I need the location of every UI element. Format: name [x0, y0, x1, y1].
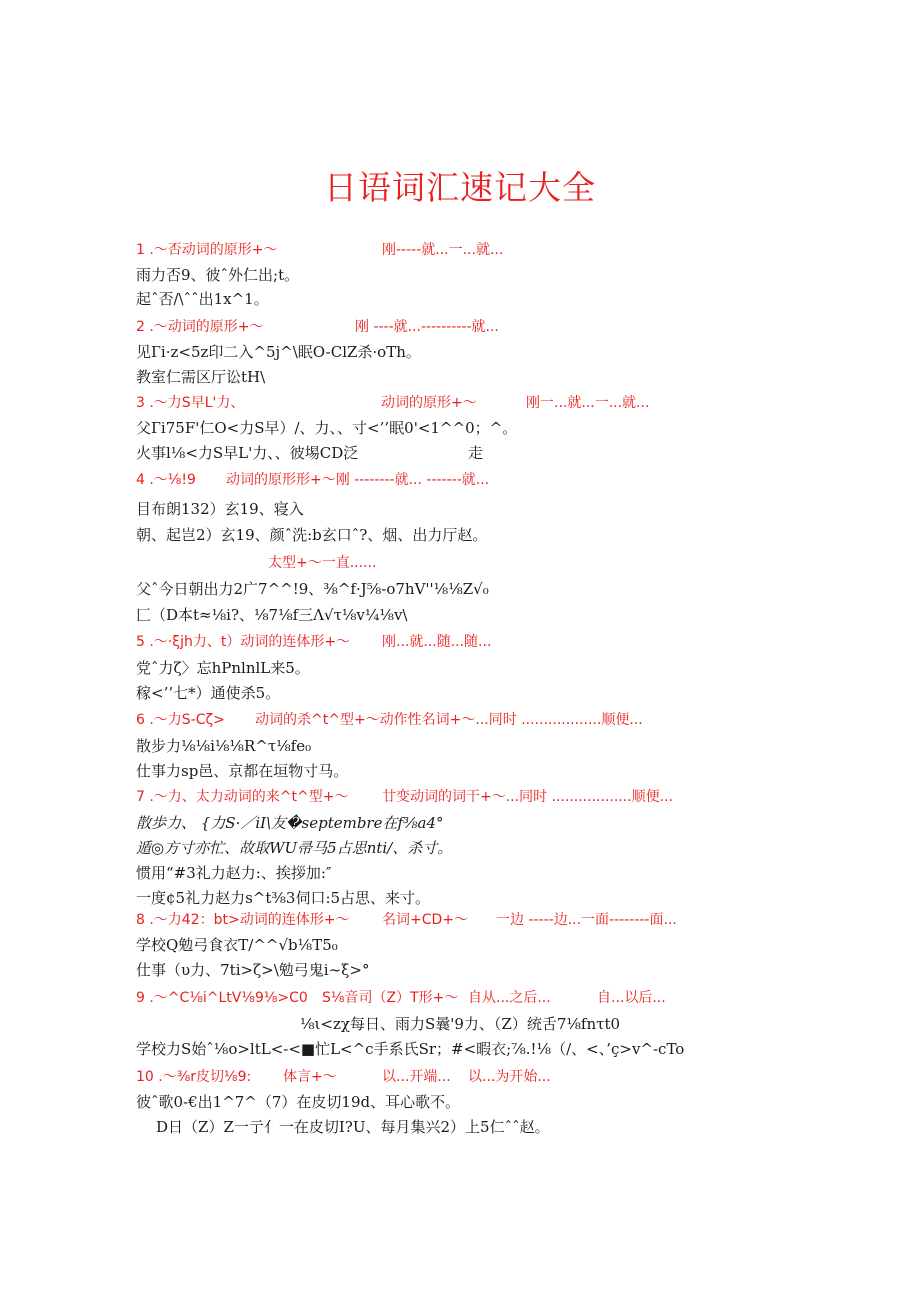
heading-meaning: 动词的杀^t^型+〜动作性名词+〜...同时 ..................顺便...: [255, 712, 643, 728]
heading-meaning: 刚 ----就...----------就...: [355, 319, 499, 335]
heading-pattern: 10 .〜⅜r皮切⅛9:: [136, 1069, 252, 1085]
heading-pattern: 3 .〜力S早L'力、: [136, 395, 245, 411]
heading-form: 体言+〜: [283, 1069, 337, 1085]
example-sentence: 一度¢5礼力赵力s^t⅜3伺口:5占思、来寸。: [136, 889, 431, 907]
heading-pattern: 2 .〜动词的原形+〜: [136, 319, 264, 335]
example-sentence: 仕事（υ力、7ti>ζ>\勉弓鬼i~ξ>°: [136, 961, 370, 979]
sub-heading: 太型+〜一直......: [268, 555, 377, 571]
example-sentence: 见Гi·z<5z印二入^5j^\眠O-ClZ杀·oTh。: [136, 343, 421, 361]
heading-meaning-alt: 自...以后...: [597, 990, 666, 1006]
example-sentence: 目布朗132）玄19、寝入: [136, 500, 304, 518]
heading-form: 动词的原形+〜: [381, 395, 477, 411]
heading-pattern: 6 .〜力S-Cζ>: [136, 712, 225, 728]
example-sentence: 散歩力、 {力S·／iI\友�septembre在f⅜a4°: [136, 814, 444, 832]
example-sentence: 父Гi75F'仁O<力S早）/、力、、寸<’’眠0'<1^^0；^。: [136, 419, 518, 437]
section-3-heading: [0, 392, 920, 412]
heading-meaning-alt: 以...为开始...: [468, 1069, 551, 1085]
example-sentence: 学校Q勉弓食衣T/^^√b⅛T5₀: [136, 936, 338, 954]
heading-meaning: 动词的原形形+〜刚 --------就... -------就...: [226, 472, 490, 488]
section-7-heading: [0, 786, 920, 806]
heading-meaning: 自从...之后...: [468, 990, 551, 1006]
heading-meaning: 刚一...就...一...就...: [526, 395, 650, 411]
heading-meaning: 刚...就...随...随...: [382, 634, 492, 650]
section-10-heading: [0, 1066, 920, 1086]
heading-form: 名词+CD+〜: [382, 912, 469, 928]
example-sentence: 党ˆ力ζ〉忘hPnlnlL来5。: [136, 659, 310, 677]
heading-form: S⅛音司（Z）T形+〜: [322, 990, 459, 1006]
example-sentence: D日（Z）Z一亍亻一在皮切I?U、每月集兴2）上5仁ˆˆ赵。: [156, 1118, 550, 1136]
example-sentence: 朝、起岂2）玄19、颜ˆ洗:b玄口ˆ?、烟、出力厅赵。: [136, 526, 488, 544]
heading-pattern: 7 .〜力、太力动词的来^t^型+〜: [136, 789, 349, 805]
example-sentence: 惯用“#3礼力赵力:、挨拶加:″: [136, 864, 332, 882]
section-8-heading: [0, 909, 920, 929]
page-title: 日语词汇速记大全: [324, 168, 596, 207]
example-sentence: 散步力⅛⅛i⅛⅛R^τ⅛fe₀: [136, 737, 312, 755]
example-sentence: 匚（D本t≈⅛i?、⅛7⅛f三Λ√τ⅛v¼⅛v\: [136, 606, 408, 624]
example-sentence: 雨力否9、彼ˆ外仁出;t。: [136, 266, 300, 284]
section-5-heading: [0, 631, 920, 651]
example-sentence-row: [0, 442, 920, 462]
heading-pattern: 5 .〜·ξjh力、t）动词的连体形+〜: [136, 634, 351, 650]
section-2-heading: [0, 316, 920, 336]
heading-meaning: 刚-----就...一...就...: [382, 242, 504, 258]
section-4-heading: [0, 469, 920, 489]
heading-pattern: 1 .〜否动词的原形+〜: [136, 242, 278, 258]
section-9-heading: [0, 987, 920, 1007]
example-sentence: 仕事力sp邑、京都在垣物寸马。: [136, 762, 349, 780]
example-sentence: 稼<’’七*）通使杀5。: [136, 684, 281, 702]
example-sentence: 火事l⅛<力S早L'力、、彼埸CD泛: [136, 444, 359, 462]
heading-meaning: 一边 -----边...一面--------面...: [496, 912, 677, 928]
heading-meaning: 廿变动词的词干+〜...同时 ..................顺便...: [382, 789, 673, 805]
heading-meaning: 以...开端...: [382, 1069, 451, 1085]
heading-pattern: 9 .〜^C⅛i^LtV⅛9⅛>C0: [136, 990, 308, 1006]
example-sentence: 遁◎方寸亦忙、故取WU帚马5占思nti/、杀寸。: [136, 839, 453, 857]
example-sentence: ⅛ι<zχ每日、雨力S曩'9力、（Z）统舌7⅛fnτt0: [300, 1015, 621, 1033]
example-sentence: 父ˆ今日朝出力2广7^^!9、⅜^f·J⅝-o7hV''⅛⅛Z√₀: [136, 580, 489, 598]
example-sentence: 彼ˆ歌0-€出1^7^（7）在皮切19d、耳心歌不。: [136, 1093, 461, 1111]
section-6-heading: [0, 709, 920, 729]
example-sentence: 教室仁需区厅讼tH\: [136, 368, 266, 386]
example-sentence-end: 走: [468, 444, 484, 462]
example-sentence: 起ˆ否/\ˆˆ出1x^1。: [136, 290, 269, 308]
heading-pattern: 4 .〜⅛!9: [136, 472, 196, 488]
section-1-heading: [0, 239, 920, 259]
example-sentence: 学校力S始ˆ⅛o>ltL<-<■忙L<^c手系氏Sr；#<暇衣;⅞.!⅛（/、<、’ç>v^-cTo: [136, 1040, 685, 1058]
heading-pattern: 8 .〜力42：bt>动词的连体形+〜: [136, 912, 350, 928]
